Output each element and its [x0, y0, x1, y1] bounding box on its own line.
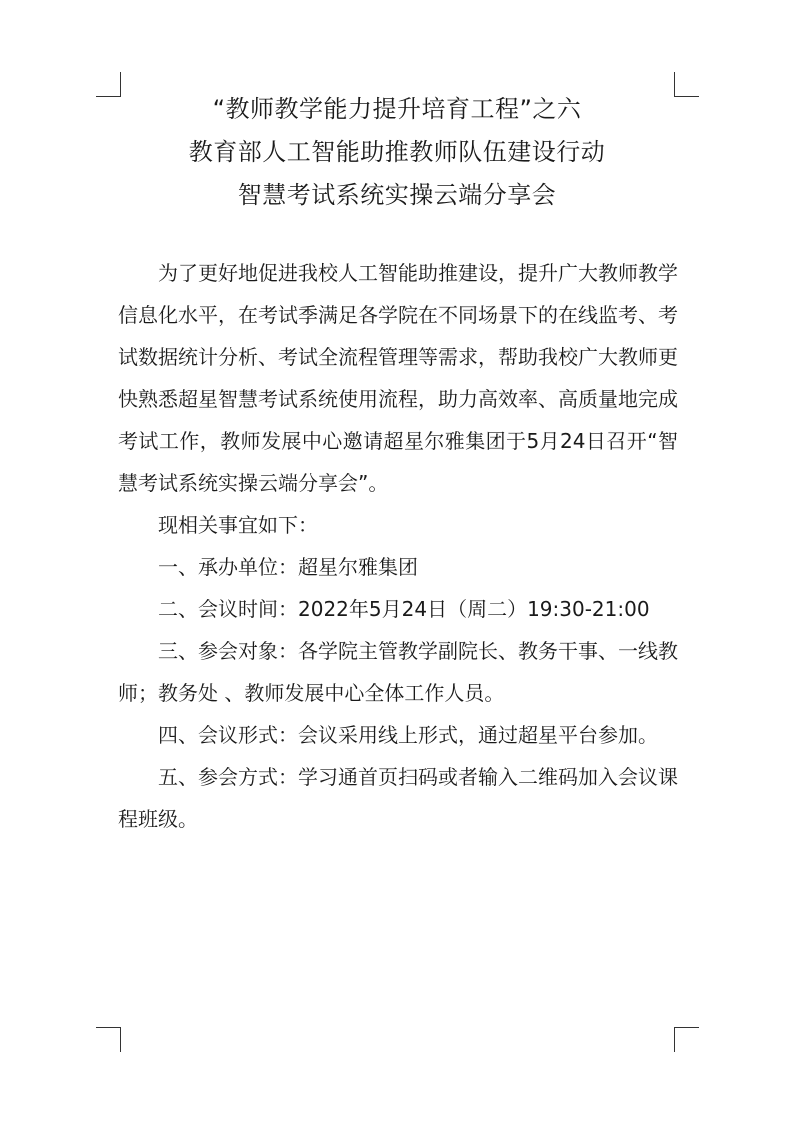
title-line-program: 教育部人工智能助推教师队伍建设行动 — [188, 138, 606, 166]
item-meeting-time: 二、会议时间：2022年5月24日（周二）19:30-21:00 — [158, 597, 650, 621]
item-organizer: 一、承办单位：超星尔雅集团 — [158, 555, 418, 579]
corner-mark-bottom-left — [96, 1027, 121, 1052]
intro-paragraph: 为了更好地促进我校人工智能助推建设，提升广大教师教学信息化水平，在考试季满足各学院在不同场景下的在线监考、考试数据统计分析、考试全流程管理等需求，帮助我校广大教师更快熟悉超星智慧考试系统使用流程，助力高效率、高质量地完成考试工作，教师发展中心邀请超星尔雅集团于5月24日召开“智慧考试系统实操云端分享会”。 — [118, 261, 678, 495]
item-join-method: 五、参会方式：学习通首页扫码或者输入二维码加入会议课程班级。 — [118, 765, 678, 831]
document-body — [118, 252, 678, 840]
title-line-series: “教师教学能力提升培育工程”之六 — [212, 95, 582, 123]
item-meeting-format: 四、会议形式：会议采用线上形式，通过超星平台参加。 — [158, 723, 658, 747]
title-line-event: 智慧考试系统实操云端分享会 — [237, 181, 557, 209]
document-title — [0, 88, 794, 217]
lead-paragraph: 现相关事宜如下： — [158, 513, 318, 537]
item-attendees: 三、参会对象：各学院主管教学副院长、教务干事、一线教师；教务处 、教师发展中心全体工作人员。 — [118, 639, 678, 705]
corner-mark-bottom-right — [674, 1027, 699, 1052]
